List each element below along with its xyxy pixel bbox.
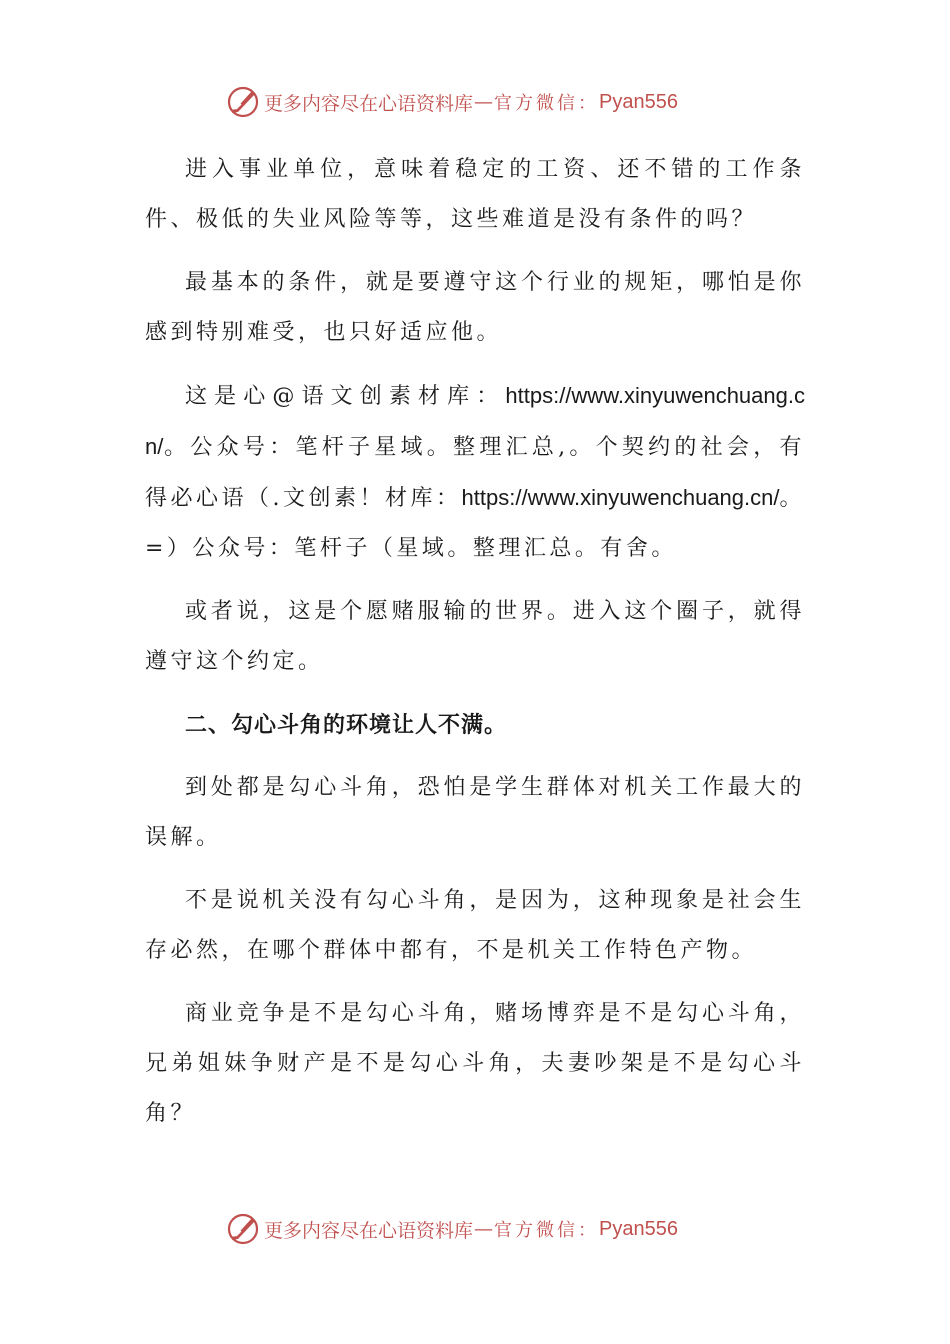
url-text: https://www.xinyuwenchuang.cn/ — [461, 485, 780, 510]
paragraph: 或者说，这是个愿赌服输的世界。进入这个圈子，就得遵守这个约定。 — [145, 599, 805, 674]
paragraph-segment: 这是心@语文创素材库： — [185, 384, 506, 409]
paragraph: 到处都是勾心斗角，恐怕是学生群体对机关工作最大的误解。 — [145, 775, 805, 850]
banner-main-text: 更多内容尽在心语资料库 — [264, 92, 474, 115]
document-body — [145, 145, 805, 1152]
banner-wechat-label: 官方微信： — [494, 93, 600, 114]
footer-watermark-banner — [226, 1209, 678, 1249]
banner-wechat-id: Pyan556 — [599, 90, 678, 113]
url-text: https://www.xinyuwenchuang.cn/ — [145, 383, 805, 459]
section-heading: 二、勾心斗角的环境让人不满。 — [185, 712, 508, 738]
header-watermark-banner — [226, 82, 678, 122]
banner-dash: — — [474, 1218, 494, 1240]
banner-wechat-id: Pyan556 — [599, 1217, 678, 1240]
paragraph: 不是说机关没有勾心斗角，是因为，这种现象是社会生存必然，在哪个群体中都有，不是机关工作特色产物。 — [145, 888, 805, 963]
banner-main-text: 更多内容尽在心语资料库 — [264, 1219, 474, 1242]
quill-pen-circle-icon — [226, 85, 260, 119]
paragraph: 进入事业单位，意味着稳定的工资、还不错的工作条件、极低的失业风险等等，这些难道是没有条件的吗？ — [145, 157, 805, 232]
banner-wechat-label: 官方微信： — [494, 1220, 600, 1241]
paragraph-segment: 。=）公众号：笔杆子（星域。整理汇总。有舍。 — [145, 486, 805, 561]
quill-pen-circle-icon — [226, 1212, 260, 1246]
paragraph: 商业竞争是不是勾心斗角，赌场博弈是不是勾心斗角，兄弟姐妹争财产是不是勾心斗角，夫妻吵架是不是勾心斗角？ — [145, 1001, 805, 1126]
paragraph-segment: 。公众号：笔杆子星域。整理汇总,。个契约的社会，有得必心语（.文创素！材库： — [145, 435, 805, 511]
banner-dash: — — [474, 91, 494, 113]
paragraph-with-links — [145, 371, 805, 574]
paragraph: 最基本的条件，就是要遵守这个行业的规矩，哪怕是你感到特别难受，也只好适应他。 — [145, 270, 805, 345]
